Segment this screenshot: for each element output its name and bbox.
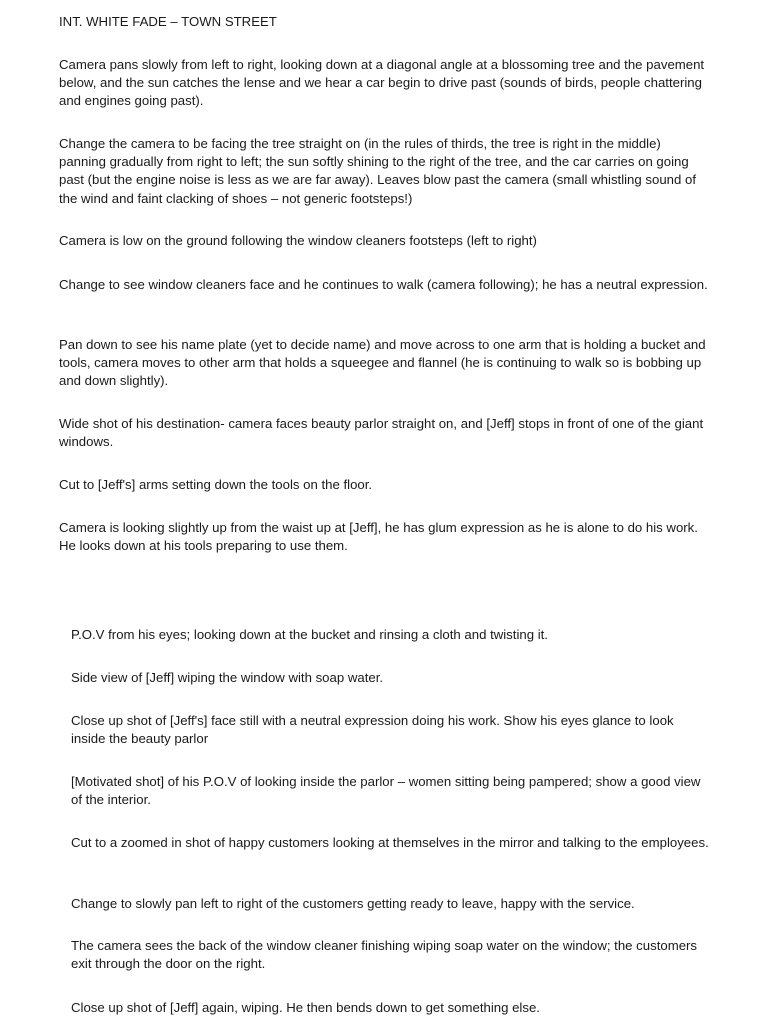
paragraph-3: Camera is low on the ground following the window cleaners footsteps (left to right) (59, 233, 537, 248)
paragraph-7: Cut to [Jeff's] arms setting down the tools on the floor. (59, 477, 373, 492)
paragraph-15: The camera sees the back of the window cleaner finishing wiping soap water on the window; the customers exit through the door on the right. (71, 938, 698, 972)
paragraph-6: Wide shot of his destination- camera faces beauty parlor straight on, and [Jeff] stops in front of one of the giant windows. (59, 416, 704, 450)
scene-heading: INT. WHITE FADE – TOWN STREET (59, 14, 277, 29)
paragraph-10: Side view of [Jeff] wiping the window with soap water. (71, 670, 384, 685)
paragraph-1: Camera pans slowly from left to right, looking down at a diagonal angle at a blossoming tree and the pavement below, and the sun catches the lense and we hear a car begin to drive past (sounds of birds, people chattering and engines going past). (59, 57, 705, 109)
paragraph-13: Cut to a zoomed in shot of happy customers looking at themselves in the mirror and talking to the employees. (71, 835, 709, 850)
paragraph-2: Change the camera to be facing the tree straight on (in the rules of thirds, the tree is right in the middle) panning gradually from right to left; the sun softly shining to the right of the tree, and the car carries on going past (but the engine noise is less as we are far away). Leaves blow past the camera (small whistling sound of the wind and faint clacking of shoes – not generic footsteps!) (59, 136, 696, 206)
paragraph-16: Close up shot of [Jeff] again, wiping. He then bends down to get something else. (71, 1000, 540, 1015)
paragraph-5: Pan down to see his name plate (yet to decide name) and move across to one arm that is holding a bucket and tools, camera moves to other arm that holds a squeegee and flannel (he is continuing to walk so is bobbing up and down slightly). (59, 337, 706, 389)
paragraph-8: Camera is looking slightly up from the waist up at [Jeff], he has glum expression as he is alone to do his work. He looks down at his tools preparing to use them. (59, 520, 698, 554)
paragraph-11: Close up shot of [Jeff's] face still with a neutral expression doing his work. Show his eyes glance to look inside the beauty parlor (71, 713, 674, 747)
paragraph-4: Change to see window cleaners face and he continues to walk (camera following); he has a neutral expression. (59, 277, 708, 292)
paragraph-14: Change to slowly pan left to right of the customers getting ready to leave, happy with the service. (71, 896, 635, 911)
paragraph-12: [Motivated shot] of his P.O.V of looking inside the parlor – women sitting being pampered; show a good view of the interior. (71, 774, 701, 808)
paragraph-9: P.O.V from his eyes; looking down at the bucket and rinsing a cloth and twisting it. (71, 627, 548, 642)
